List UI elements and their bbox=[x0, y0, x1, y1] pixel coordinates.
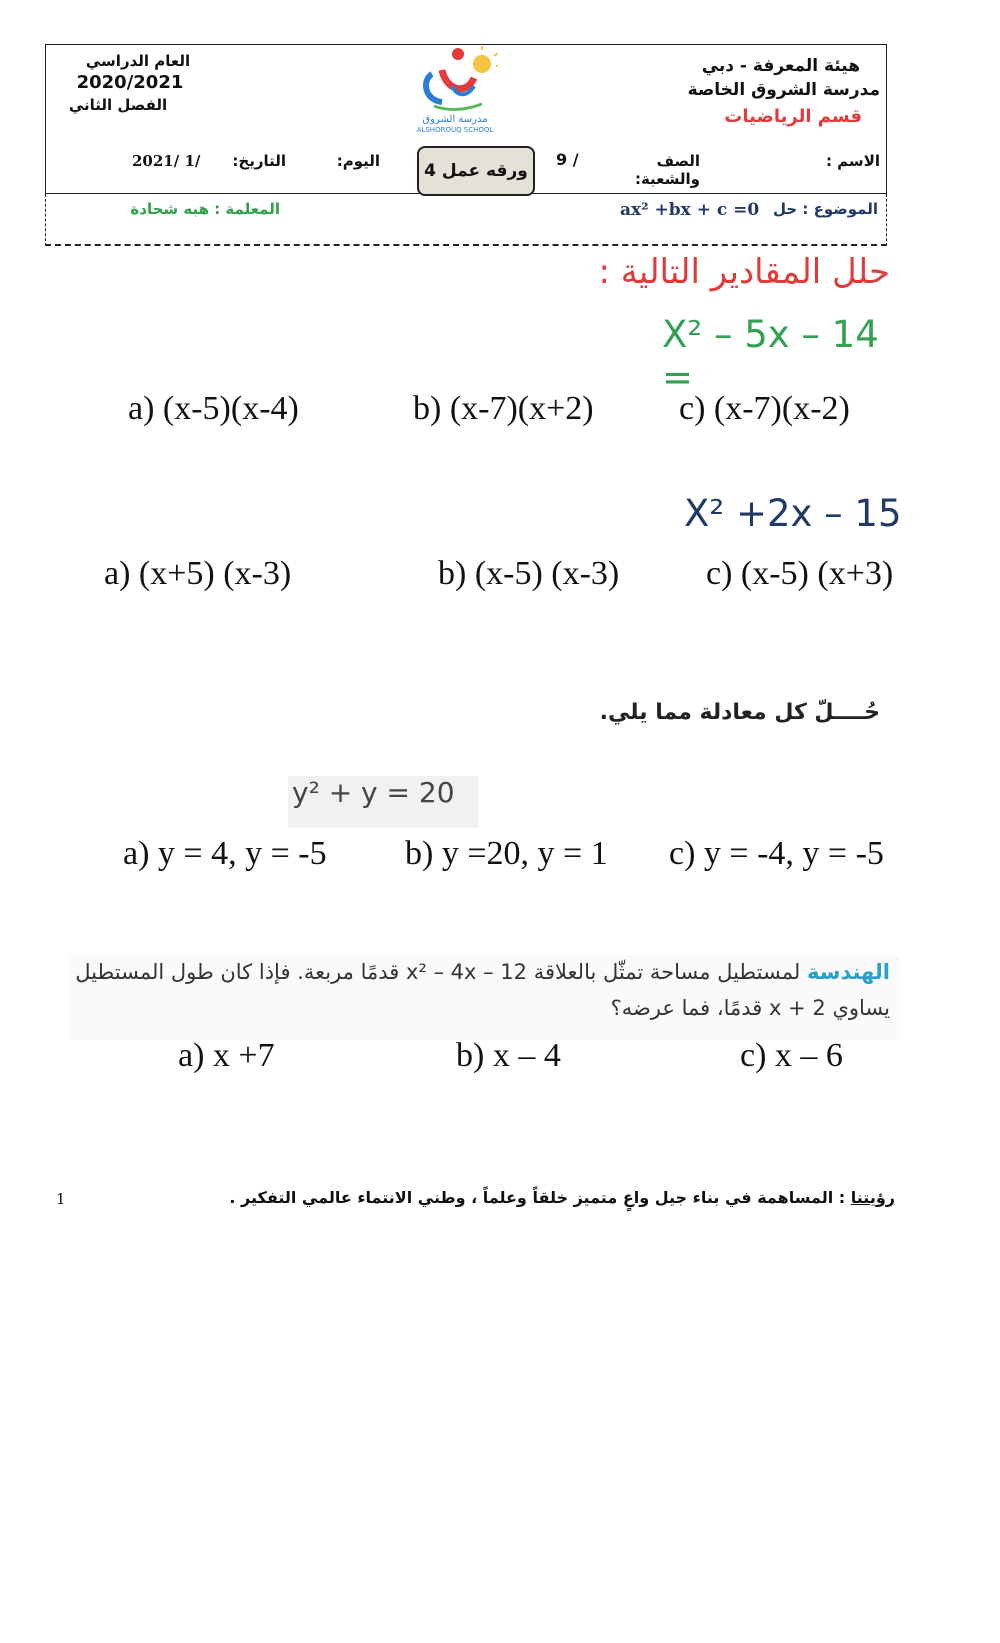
q2-option-c[interactable]: c) (x-5) (x+3) bbox=[706, 555, 894, 592]
date-label: التاريخ: bbox=[232, 152, 286, 170]
name-label: الاسم : bbox=[825, 152, 880, 170]
geometry-problem-line2: يساوي x + 2 قدمًا، فما عرضه؟ bbox=[610, 996, 890, 1020]
school-name: مدرسة الشروق الخاصة bbox=[687, 80, 880, 100]
day-label: اليوم: bbox=[336, 152, 380, 170]
q3-option-b[interactable]: b) y =20, y = 1 bbox=[405, 835, 608, 872]
geometry-line1-text: لمستطيل مساحة تمثّل بالعلاقة x² – 4x – 12 قدمًا مربعة. فإذا كان طول المستطيل bbox=[75, 960, 801, 984]
section2-title: حُــــلّ كل معادلة مما يلي. bbox=[599, 700, 880, 725]
q1-expression: X² – 5x – 14 = bbox=[662, 313, 879, 399]
q4-option-a[interactable]: a) x +7 bbox=[178, 1037, 275, 1074]
q2-option-a[interactable]: a) (x+5) (x-3) bbox=[104, 555, 292, 592]
vision-label: رؤيتنا bbox=[850, 1188, 895, 1207]
section2-equation: y² + y = 20 bbox=[288, 776, 478, 828]
q3-option-c[interactable]: c) y = -4, y = -5 bbox=[669, 835, 884, 872]
grade-label: الصف والشعبة: bbox=[634, 152, 700, 188]
q2-expression: X² +2x – 15 bbox=[684, 492, 902, 535]
q2-option-b[interactable]: b) (x-5) (x-3) bbox=[438, 555, 620, 592]
q3-option-a[interactable]: a) y = 4, y = -5 bbox=[123, 835, 327, 872]
subject-label: الموضوع : حل bbox=[772, 200, 878, 218]
department: قسم الرياضيات bbox=[724, 106, 862, 127]
logo-text-en: ALSHOROUQ SCHOOL bbox=[416, 126, 494, 134]
vision-text: : المساهمة في بناء جيل واعٍ متميز خلقاً وعلماً ، وطني الانتماء عالمي التفكير . bbox=[229, 1188, 846, 1207]
q4-option-c[interactable]: c) x – 6 bbox=[740, 1037, 843, 1074]
page-number: 1 bbox=[56, 1190, 66, 1208]
academic-year: 2020/2021 bbox=[76, 72, 184, 93]
q4-option-b[interactable]: b) x – 4 bbox=[456, 1037, 561, 1074]
geometry-problem-line1 bbox=[75, 960, 890, 984]
subject-formula: ax² +bx + c =0 bbox=[620, 200, 760, 220]
school-logo-icon bbox=[412, 46, 498, 116]
term: الفصل الثاني bbox=[68, 96, 168, 114]
q1-option-c[interactable]: c) (x-7)(x-2) bbox=[679, 390, 850, 427]
q1-option-a[interactable]: a) (x-5)(x-4) bbox=[128, 390, 299, 427]
logo-text-ar: مدرسة الشروق bbox=[422, 114, 488, 125]
section1-title: حلل المقادير التالية : bbox=[598, 252, 890, 292]
authority: هيئة المعرفة - دبي bbox=[701, 56, 860, 76]
year-label: العام الدراسي bbox=[85, 52, 191, 70]
vision-statement bbox=[229, 1188, 895, 1207]
worksheet-badge: ورقه عمل 4 bbox=[417, 146, 535, 196]
grade-value: 9 / bbox=[556, 150, 579, 169]
date-value: 2021/ 1/ bbox=[132, 152, 201, 170]
teacher-name: المعلمة : هبه شحادة bbox=[130, 200, 280, 218]
q1-option-b[interactable]: b) (x-7)(x+2) bbox=[413, 390, 594, 427]
geometry-keyword: الهندسة bbox=[806, 960, 890, 984]
school-logo bbox=[412, 46, 498, 138]
